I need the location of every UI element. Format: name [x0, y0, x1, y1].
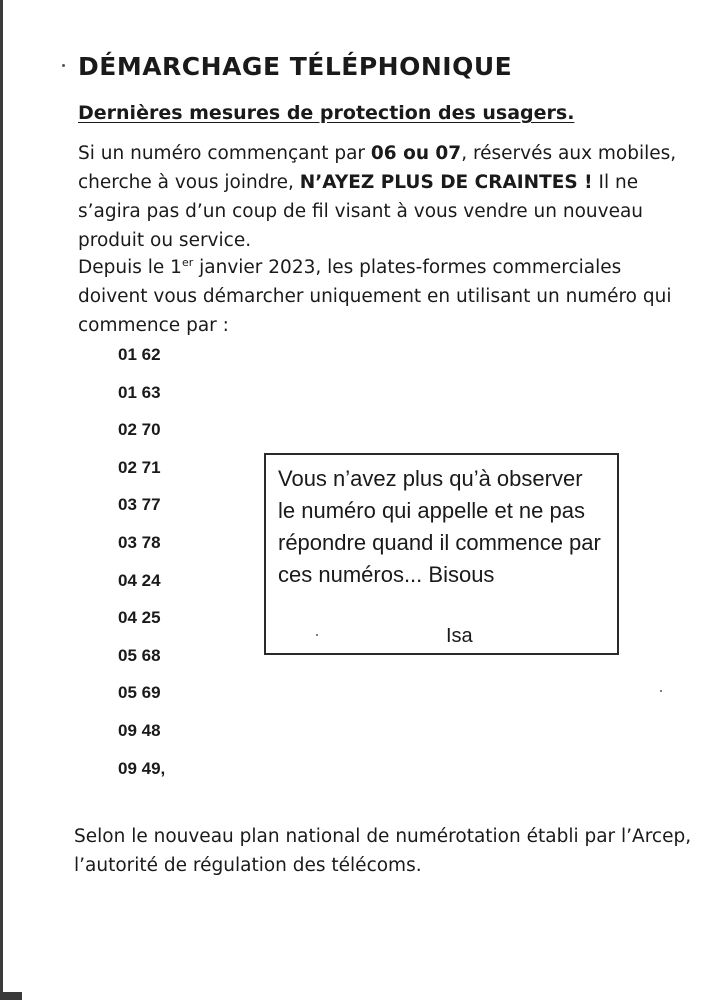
prefix-number: 05 68 — [118, 645, 161, 665]
paragraph-text: , réservés aux mobiles, cherche à vous joindre, — [78, 143, 677, 193]
handwritten-note-box — [264, 453, 619, 655]
paragraph-new-rules — [78, 253, 678, 340]
prefix-number: 04 25 — [118, 608, 161, 628]
prefix-number-list — [118, 343, 165, 794]
scan-edge-bottom — [0, 992, 22, 1000]
paragraph-text: janvier 2023, les plates-formes commerciales doivent vous démarcher uniquement en utilisant un numéro qui commence par : — [78, 257, 672, 336]
prefix-number: 02 71 — [118, 457, 161, 477]
prefix-number: 01 63 — [118, 382, 161, 402]
note-signature: Isa — [446, 625, 473, 647]
prefix-number: 04 24 — [118, 570, 161, 590]
document-title: DÉMARCHAGE TÉLÉPHONIQUE — [78, 52, 513, 81]
highlight-mobile-prefixes: 06 ou 07 — [370, 143, 462, 164]
footer-source-note: Selon le nouveau plan national de numérotation établi par l’Arcep, l’autorité de régulation des télécoms. — [74, 826, 692, 876]
scan-speck — [660, 690, 662, 692]
prefix-number: 03 77 — [118, 495, 161, 515]
paragraph-text: Il ne s’agira pas d’un coup de fil visant à vous vendre un nouveau produit ou service. — [78, 172, 644, 251]
document-subtitle: Dernières mesures de protection des usagers. — [78, 102, 575, 124]
prefix-number: 09 48 — [118, 720, 161, 740]
scan-speck — [62, 64, 65, 67]
prefix-number: 09 49, — [118, 758, 166, 778]
ordinal-superscript: er — [181, 255, 194, 269]
highlight-no-worries: N’AYEZ PLUS DE CRAINTES ! — [299, 172, 593, 193]
prefix-number: 02 70 — [118, 420, 161, 440]
paragraph-text: Depuis le 1 — [78, 257, 182, 278]
prefix-number: 05 69 — [118, 683, 161, 703]
paragraph-text: Si un numéro commençant par — [78, 143, 371, 164]
prefix-number: 01 62 — [118, 345, 161, 364]
note-text: Vous n’avez plus qu’à observer le numéro qui appelle et ne pas répondre quand il commence par ces numéros... Bisous — [278, 466, 601, 587]
prefix-number: 03 78 — [118, 532, 161, 552]
paragraph-mobile-numbers — [78, 139, 678, 255]
scan-edge-left — [0, 0, 3, 1000]
